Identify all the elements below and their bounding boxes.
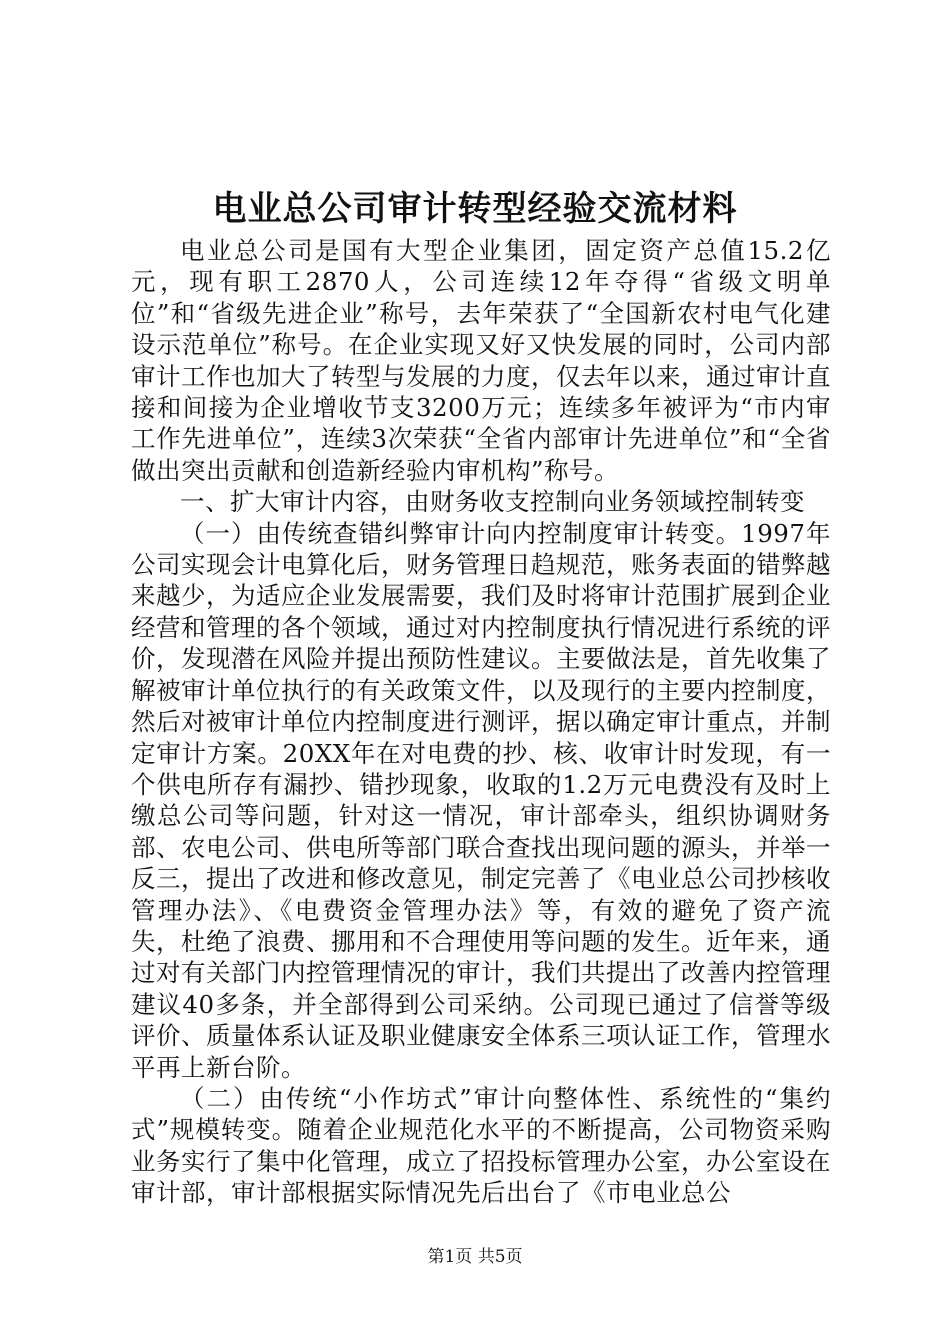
page-footer: 第1页 共5页	[427, 1247, 523, 1267]
intro-paragraph: 电业总公司是国有大型企业集团，固定资产总值15.2亿元，现有职工2870人，公司连续12年夺得“省级文明单位”和“省级先进企业”称号，去年荣获了“全国新农村电气化建设示范单位”称号。在企业实现又好又快发展的同时，公司内部审计工作也加大了转型与发展的力度，仅去年以来，通过审计直接和间接为企业增收节支3200万元；连续多年被评为“市内审工作先进单位”，连续3次荣获“全省内部审计先进单位”和“全省做出突出贡献和创造新经验内审机构”称号。	[131, 236, 831, 485]
subsection-paragraph: （二）由传统“小作坊式”审计向整体性、系统性的“集约式”规模转变。随着企业规范化水平的不断提高，公司物资采购业务实行了集中化管理，成立了招投标管理办公室，办公室设在审计部，审计部根据实际情况先后出台了《市电业总公	[131, 1083, 831, 1208]
document-body	[131, 235, 831, 1209]
section-heading: 一、扩大审计内容，由财务收支控制向业务领域控制转变	[180, 487, 805, 517]
subsection-paragraph: （一）由传统查错纠弊审计向内控制度审计转变。1997年公司实现会计电算化后，财务管理日趋规范，账务表面的错弊越来越少，为适应企业发展需要，我们及时将审计范围扩展到企业经营和管理的各个领域，通过对内控制度执行情况进行系统的评价，发现潜在风险并提出预防性建议。主要做法是，首先收集了解被审计单位执行的有关政策文件，以及现行的主要内控制度，然后对被审计单位内控制度进行测评，据以确定审计重点，并制定审计方案。20XX年在对电费的抄、核、收审计时发现，有一个供电所存有漏抄、错抄现象，收取的1.2万元电费没有及时上缴总公司等问题，针对这一情况，审计部牵头，组织协调财务部、农电公司、供电所等部门联合查找出现问题的源头，并举一反三，提出了改进和修改意见，制定完善了《电业总公司抄核收管理办法》、《电费资金管理办法》等，有效的避免了资产流失，杜绝了浪费、挪用和不合理使用等问题的发生。近年来，通过对有关部门内控管理情况的审计，我们共提出了改善内控管理建议40多条，并全部得到公司采纳。公司现已通过了信誉等级评价、质量体系认证及职业健康安全体系三项认证工作，管理水平再上新台阶。	[131, 518, 831, 1082]
document-title: 电业总公司审计转型经验交流材料	[212, 189, 738, 229]
